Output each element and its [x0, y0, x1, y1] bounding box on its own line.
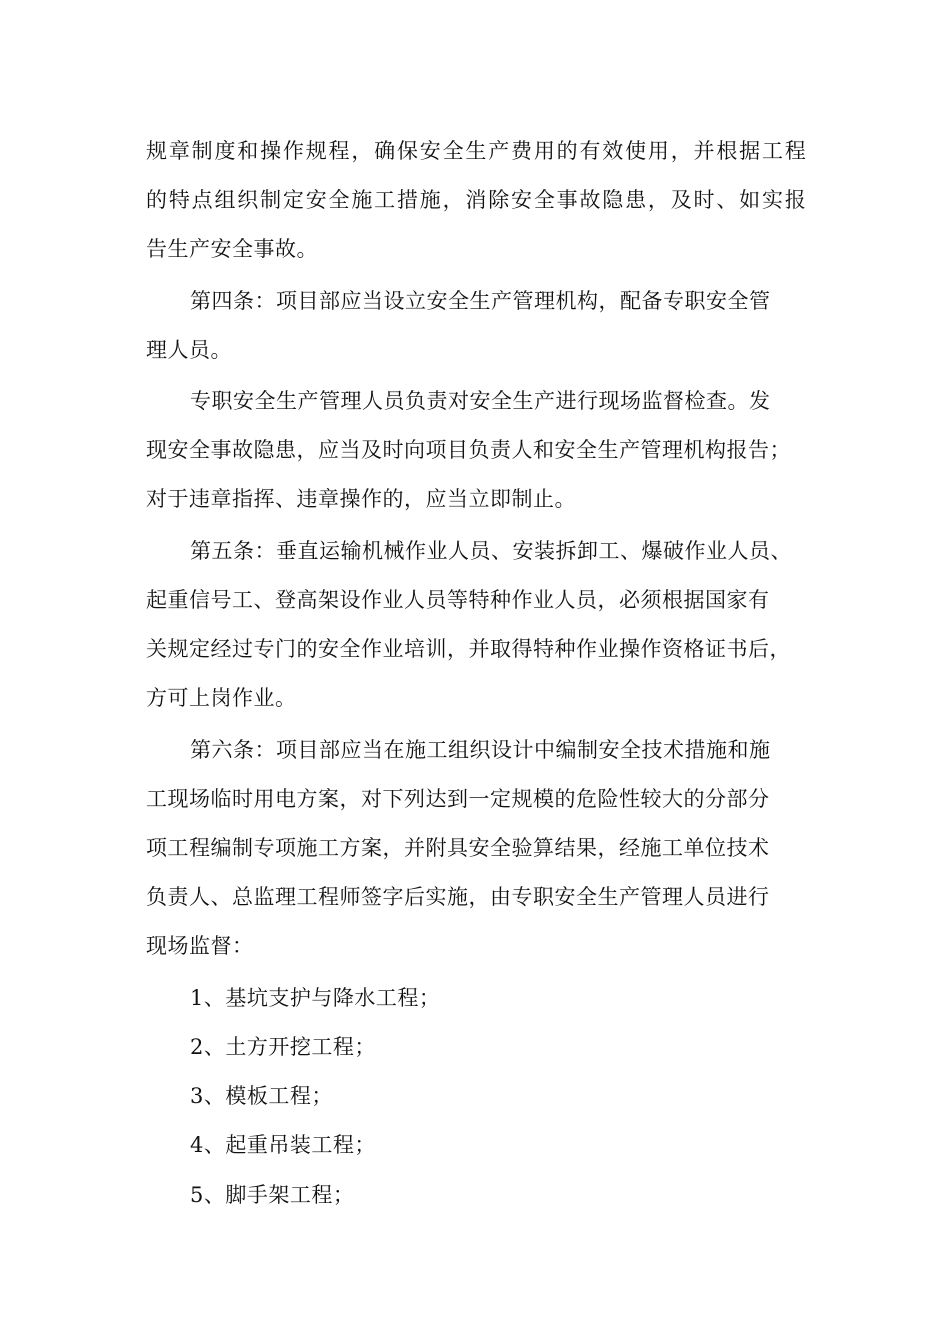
text-char: 的	[146, 188, 167, 212]
text-char: ，	[442, 188, 464, 212]
text-char: 的	[556, 139, 578, 163]
text-char: 全	[442, 139, 464, 163]
text-char: 程	[328, 139, 350, 163]
text-char: 织	[237, 188, 259, 212]
text-char: 除	[488, 188, 510, 212]
text-char: ，	[670, 139, 692, 163]
text-char: 效	[602, 139, 624, 163]
article-heading-line: 第五条：垂直运输机械作业人员、安装拆卸工、爆破作业人员、	[190, 539, 792, 563]
text-char: ，	[647, 188, 669, 212]
text-char: 规	[305, 139, 327, 163]
text-line: 关规定经过专门的安全作业培训，并取得特种作业操作资格证书后，	[146, 637, 791, 661]
list-item: 3、模板工程；	[190, 1084, 333, 1108]
text-line: 负责人、总监理工程师签字后实施，由专职安全生产管理人员进行	[146, 885, 770, 909]
list-item: 4、起重吊装工程；	[190, 1133, 376, 1157]
list-item: 5、脚手架工程；	[190, 1183, 355, 1207]
text-char: 工	[374, 188, 396, 212]
text-char: 产	[488, 139, 510, 163]
text-line: 理人员。	[146, 338, 232, 362]
text-char: 定	[282, 188, 304, 212]
text-char: 制	[260, 188, 282, 212]
text-char: 事	[556, 188, 578, 212]
text-char: 和	[237, 139, 259, 163]
text-char: 安	[511, 188, 532, 212]
text-char: 点	[191, 188, 213, 212]
text-char: 根	[716, 139, 738, 163]
text-char: 程	[784, 139, 806, 163]
text-char: 故	[579, 188, 601, 212]
list-item: 1、基坑支护与降水工程；	[190, 986, 441, 1010]
text-line: 专职安全生产管理人员负责对安全生产进行现场监督检查。发	[190, 389, 771, 413]
text-char: 安	[419, 139, 441, 163]
text-char: 并	[693, 139, 715, 163]
text-line: 现安全事故隐患，应当及时向项目负责人和安全生产管理机构报告；	[146, 438, 791, 462]
text-char: 隐	[602, 188, 624, 212]
text-line: 工现场临时用电方案，对下列达到一定规模的危险性较大的分部分	[146, 787, 770, 811]
text-char: 报	[784, 188, 806, 212]
text-line: 项工程编制专项施工方案，并附具安全验算结果，经施工单位技术	[146, 836, 770, 860]
text-line: 起重信号工、登高架设作业人员等特种作业人员，必须根据国家有	[146, 588, 770, 612]
text-char: 据	[739, 139, 761, 163]
text-char: 施	[351, 188, 373, 212]
text-char: 特	[168, 188, 190, 212]
text-char: 使	[625, 139, 647, 163]
text-char: 用	[647, 139, 669, 163]
text-char: 全	[328, 188, 350, 212]
text-char: 费	[511, 139, 532, 163]
text-char: 章	[168, 139, 190, 163]
text-line: 方可上岗作业。	[146, 686, 297, 710]
article-heading-line: 第六条：项目部应当在施工组织设计中编制安全技术措施和施	[190, 738, 771, 762]
text-char: 消	[465, 188, 487, 212]
text-char: 时	[693, 188, 715, 212]
text-char: 保	[396, 139, 418, 163]
text-line	[146, 136, 806, 166]
text-char: 及	[670, 188, 692, 212]
text-char: 生	[465, 139, 487, 163]
text-char: 用	[533, 139, 555, 163]
list-item: 2、土方开挖工程；	[190, 1035, 376, 1059]
text-char: 制	[191, 139, 213, 163]
text-char: 如	[739, 188, 761, 212]
text-char: 实	[761, 188, 783, 212]
article-heading-line: 第四条：项目部应当设立安全生产管理机构，配备专职安全管	[190, 289, 771, 313]
text-char: 规	[146, 139, 167, 163]
text-line: 告生产安全事故。	[146, 237, 318, 261]
text-char: 、	[716, 188, 738, 212]
text-char: 操	[260, 139, 282, 163]
text-char: 确	[374, 139, 396, 163]
text-line	[146, 185, 806, 215]
text-char: 工	[761, 139, 783, 163]
text-line: 对于违章指挥、违章操作的，应当立即制止。	[146, 487, 576, 511]
text-char: 措	[396, 188, 418, 212]
text-char: 患	[625, 188, 647, 212]
text-char: 作	[282, 139, 304, 163]
text-char: 度	[214, 139, 236, 163]
text-char: 安	[305, 188, 327, 212]
text-char: 全	[533, 188, 555, 212]
text-char: 施	[419, 188, 441, 212]
text-char: 有	[579, 139, 601, 163]
text-char: 组	[214, 188, 236, 212]
text-char: ，	[351, 139, 373, 163]
text-line: 现场监督：	[146, 934, 254, 958]
